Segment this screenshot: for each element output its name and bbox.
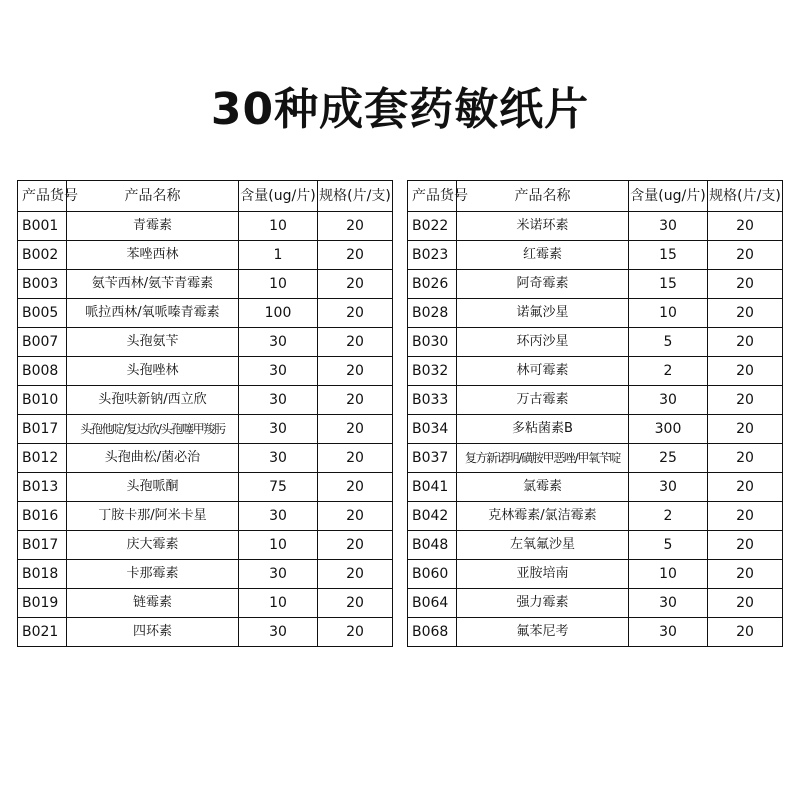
cell-name: 四环素 — [67, 618, 239, 647]
cell-name: 复方新诺明/磺胺甲恶唑/甲氧苄啶 — [457, 444, 629, 473]
table-row — [408, 444, 783, 473]
cell-spec: 20 — [708, 299, 783, 328]
table-row — [18, 473, 393, 502]
cell-code: B064 — [408, 589, 457, 618]
cell-code: B034 — [408, 415, 457, 444]
cell-amount: 30 — [629, 473, 708, 502]
cell-amount: 1 — [239, 241, 318, 270]
cell-amount: 75 — [239, 473, 318, 502]
cell-name: 氯霉素 — [457, 473, 629, 502]
table-row — [408, 473, 783, 502]
cell-spec: 20 — [708, 560, 783, 589]
cell-name: 红霉素 — [457, 241, 629, 270]
cell-code: B012 — [18, 444, 67, 473]
table-row — [408, 270, 783, 299]
table-row — [18, 212, 393, 241]
header-name: 产品名称 — [67, 181, 239, 212]
cell-code: B033 — [408, 386, 457, 415]
table-row — [408, 415, 783, 444]
table-row — [408, 241, 783, 270]
cell-code: B022 — [408, 212, 457, 241]
cell-amount: 30 — [239, 415, 318, 444]
cell-name: 苯唑西林 — [67, 241, 239, 270]
cell-name: 庆大霉素 — [67, 531, 239, 560]
cell-name: 链霉素 — [67, 589, 239, 618]
cell-code: B026 — [408, 270, 457, 299]
cell-name: 左氧氟沙星 — [457, 531, 629, 560]
cell-spec: 20 — [708, 502, 783, 531]
table-row — [408, 589, 783, 618]
table-row — [18, 270, 393, 299]
cell-amount: 10 — [239, 212, 318, 241]
cell-code: B003 — [18, 270, 67, 299]
table-row — [18, 444, 393, 473]
cell-code: B007 — [18, 328, 67, 357]
cell-name: 氟苯尼考 — [457, 618, 629, 647]
cell-code: B017 — [18, 415, 67, 444]
cell-name: 丁胺卡那/阿米卡星 — [67, 502, 239, 531]
cell-spec: 20 — [318, 473, 393, 502]
cell-amount: 10 — [239, 270, 318, 299]
table-row — [18, 386, 393, 415]
cell-amount: 30 — [629, 589, 708, 618]
cell-amount: 2 — [629, 502, 708, 531]
cell-spec: 20 — [708, 212, 783, 241]
table-header-row — [18, 181, 393, 212]
cell-code: B013 — [18, 473, 67, 502]
cell-code: B030 — [408, 328, 457, 357]
table-row — [18, 560, 393, 589]
table-row — [18, 241, 393, 270]
cell-name: 头孢唑林 — [67, 357, 239, 386]
header-spec: 规格(片/支) — [318, 181, 393, 212]
cell-amount: 30 — [239, 386, 318, 415]
cell-name: 多粘菌素B — [457, 415, 629, 444]
cell-spec: 20 — [318, 299, 393, 328]
cell-spec: 20 — [318, 444, 393, 473]
cell-spec: 20 — [708, 444, 783, 473]
cell-name: 米诺环素 — [457, 212, 629, 241]
cell-spec: 20 — [318, 415, 393, 444]
cell-code: B041 — [408, 473, 457, 502]
cell-amount: 25 — [629, 444, 708, 473]
cell-code: B018 — [18, 560, 67, 589]
cell-amount: 30 — [239, 560, 318, 589]
cell-code: B068 — [408, 618, 457, 647]
cell-code: B001 — [18, 212, 67, 241]
table-row — [408, 531, 783, 560]
cell-name: 克林霉素/氯洁霉素 — [457, 502, 629, 531]
cell-code: B016 — [18, 502, 67, 531]
cell-amount: 30 — [239, 357, 318, 386]
cell-amount: 30 — [629, 618, 708, 647]
cell-spec: 20 — [318, 618, 393, 647]
table-row — [18, 328, 393, 357]
table-row — [18, 299, 393, 328]
cell-amount: 15 — [629, 241, 708, 270]
cell-amount: 10 — [629, 560, 708, 589]
cell-code: B037 — [408, 444, 457, 473]
cell-name: 头孢氨苄 — [67, 328, 239, 357]
cell-code: B008 — [18, 357, 67, 386]
cell-spec: 20 — [318, 212, 393, 241]
cell-spec: 20 — [708, 531, 783, 560]
cell-spec: 20 — [708, 357, 783, 386]
page-title: 30种成套药敏纸片 — [210, 84, 590, 135]
cell-spec: 20 — [318, 386, 393, 415]
table-row — [408, 299, 783, 328]
cell-code: B023 — [408, 241, 457, 270]
cell-code: B002 — [18, 241, 67, 270]
table-header-row — [408, 181, 783, 212]
table-row — [18, 502, 393, 531]
header-code: 产品货号 — [408, 181, 457, 212]
cell-spec: 20 — [318, 531, 393, 560]
header-spec: 规格(片/支) — [708, 181, 783, 212]
cell-spec: 20 — [318, 241, 393, 270]
cell-code: B032 — [408, 357, 457, 386]
cell-name: 卡那霉素 — [67, 560, 239, 589]
cell-code: B028 — [408, 299, 457, 328]
table-row — [408, 357, 783, 386]
cell-spec: 20 — [318, 589, 393, 618]
cell-spec: 20 — [708, 386, 783, 415]
cell-name: 氨苄西林/氨苄青霉素 — [67, 270, 239, 299]
table-row — [408, 386, 783, 415]
header-amount: 含量(ug/片) — [629, 181, 708, 212]
cell-code: B005 — [18, 299, 67, 328]
header-code: 产品货号 — [18, 181, 67, 212]
cell-name: 强力霉素 — [457, 589, 629, 618]
cell-amount: 30 — [629, 212, 708, 241]
cell-name: 林可霉素 — [457, 357, 629, 386]
cell-spec: 20 — [318, 328, 393, 357]
cell-name: 亚胺培南 — [457, 560, 629, 589]
cell-spec: 20 — [318, 560, 393, 589]
cell-name: 头孢他啶/复达欣/头孢噻甲羧肟 — [67, 415, 239, 444]
table-row — [408, 212, 783, 241]
cell-amount: 15 — [629, 270, 708, 299]
table-row — [408, 328, 783, 357]
cell-amount: 300 — [629, 415, 708, 444]
cell-name: 青霉素 — [67, 212, 239, 241]
cell-amount: 2 — [629, 357, 708, 386]
cell-code: B019 — [18, 589, 67, 618]
header-name: 产品名称 — [457, 181, 629, 212]
cell-amount: 5 — [629, 328, 708, 357]
cell-spec: 20 — [708, 618, 783, 647]
cell-amount: 30 — [629, 386, 708, 415]
table-row — [18, 589, 393, 618]
cell-amount: 30 — [239, 444, 318, 473]
table-row — [408, 560, 783, 589]
cell-amount: 100 — [239, 299, 318, 328]
cell-name: 哌拉西林/氧哌嗪青霉素 — [67, 299, 239, 328]
table-row — [18, 531, 393, 560]
cell-name: 环丙沙星 — [457, 328, 629, 357]
cell-spec: 20 — [708, 589, 783, 618]
cell-name: 诺氟沙星 — [457, 299, 629, 328]
cell-spec: 20 — [708, 270, 783, 299]
cell-amount: 30 — [239, 328, 318, 357]
cell-name: 头孢呋新钠/西立欣 — [67, 386, 239, 415]
cell-spec: 20 — [318, 502, 393, 531]
table-row — [18, 415, 393, 444]
cell-name: 万古霉素 — [457, 386, 629, 415]
header-amount: 含量(ug/片) — [239, 181, 318, 212]
drug-table-right — [407, 180, 783, 647]
cell-amount: 10 — [629, 299, 708, 328]
cell-code: B060 — [408, 560, 457, 589]
cell-spec: 20 — [708, 473, 783, 502]
cell-code: B042 — [408, 502, 457, 531]
cell-code: B048 — [408, 531, 457, 560]
cell-name: 头孢哌酮 — [67, 473, 239, 502]
cell-amount: 10 — [239, 589, 318, 618]
table-row — [18, 357, 393, 386]
drug-table-left — [17, 180, 393, 647]
table-row — [408, 618, 783, 647]
cell-code: B021 — [18, 618, 67, 647]
cell-spec: 20 — [708, 328, 783, 357]
cell-spec: 20 — [318, 270, 393, 299]
cell-code: B010 — [18, 386, 67, 415]
cell-spec: 20 — [708, 241, 783, 270]
cell-amount: 30 — [239, 502, 318, 531]
cell-name: 阿奇霉素 — [457, 270, 629, 299]
cell-spec: 20 — [318, 357, 393, 386]
cell-amount: 5 — [629, 531, 708, 560]
table-row — [18, 618, 393, 647]
cell-amount: 10 — [239, 531, 318, 560]
cell-name: 头孢曲松/菌必治 — [67, 444, 239, 473]
cell-code: B017 — [18, 531, 67, 560]
table-row — [408, 502, 783, 531]
cell-amount: 30 — [239, 618, 318, 647]
cell-spec: 20 — [708, 415, 783, 444]
